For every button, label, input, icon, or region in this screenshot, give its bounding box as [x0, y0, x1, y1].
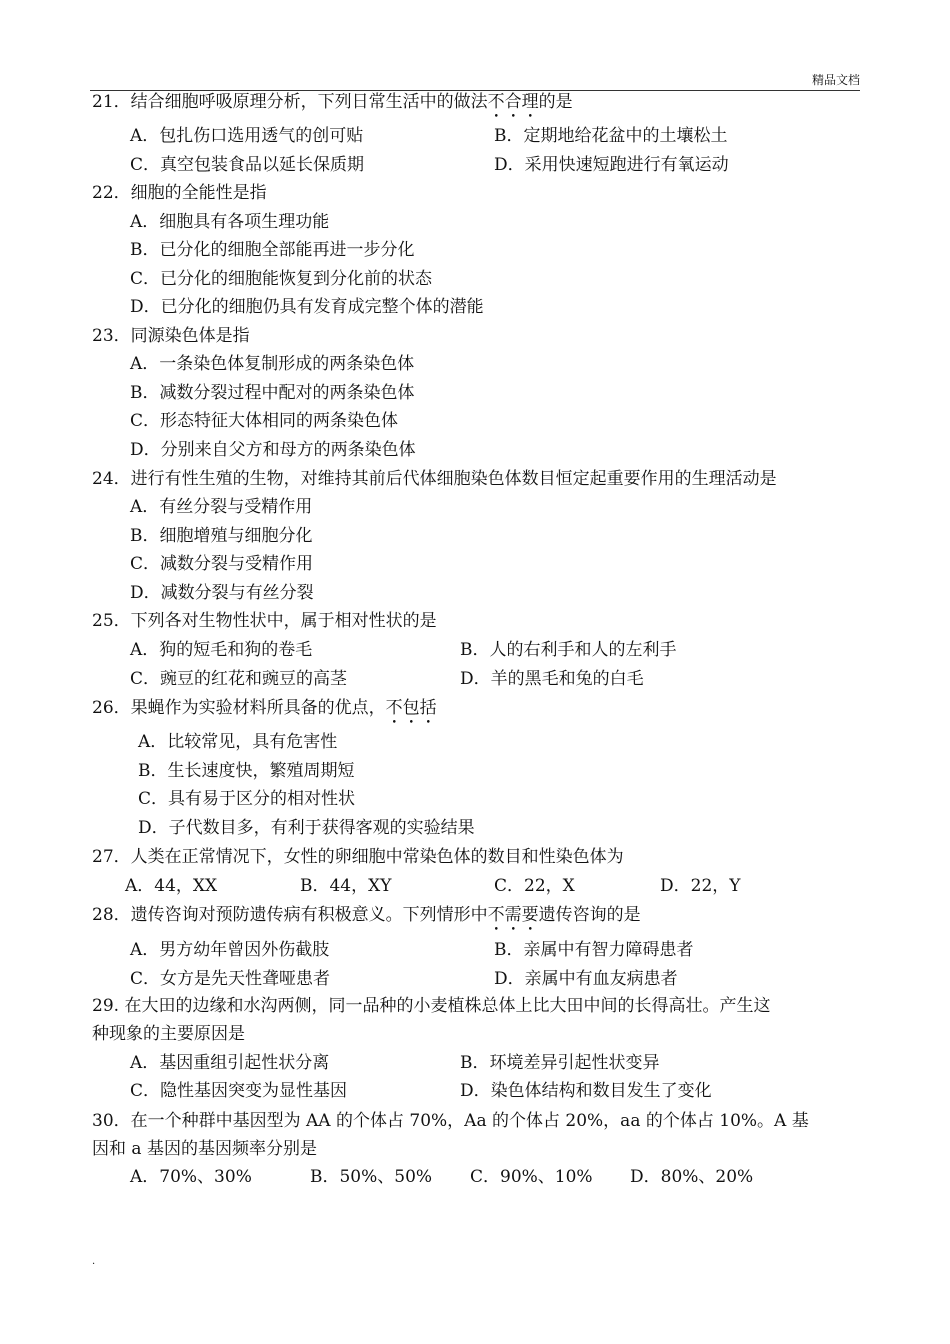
q21-option-a: A．包扎伤口选用透气的创可贴 — [130, 126, 364, 146]
question-23-stem: 23．同源染色体是指 — [92, 326, 250, 346]
q30-option-b: B．50%、50% — [310, 1167, 433, 1187]
q26-option-a: A．比较常见，具有危害性 — [138, 732, 338, 752]
footer-mark: . — [92, 1256, 96, 1267]
question-29-stem-line1: 29. 在大田的边缘和水沟两侧，同一品种的小麦植株总体上比大田中间的长得高壮。产生这 — [92, 996, 771, 1016]
q29-option-a: A．基因重组引起性状分离 — [130, 1053, 330, 1073]
q21-option-c: C．真空包装食品以延长保质期 — [130, 155, 365, 175]
emphasis-text: 不需要 — [487, 905, 539, 925]
q28-option-a: A．男方幼年曾因外伤截肢 — [130, 940, 330, 960]
q23-option-b: B．减数分裂过程中配对的两条染色体 — [130, 383, 415, 403]
q27-option-a: A．44，XX — [125, 876, 218, 896]
question-26-stem: 26．果蝇作为实验材料所具备的优点，不包括 — [92, 698, 437, 718]
page-header — [90, 72, 860, 91]
question-22-stem: 22．细胞的全能性是指 — [92, 183, 267, 203]
q26-option-b: B．生长速度快，繁殖周期短 — [138, 761, 355, 781]
q26-option-c: C．具有易于区分的相对性状 — [138, 789, 356, 809]
question-30-stem-line1: 30．在一个种群中基因型为 AA 的个体占 70%，Aa 的个体占 20%，aa 的个体占 10%。A 基 — [92, 1111, 809, 1131]
q28-option-b: B．亲属中有智力障碍患者 — [494, 940, 694, 960]
question-21-stem: 21．结合细胞呼吸原理分析，下列日常生活中的做法不合理的是 — [92, 92, 573, 112]
q23-option-d: D．分别来自父方和母方的两条染色体 — [130, 440, 416, 460]
q30-option-a: A．70%、30% — [130, 1167, 252, 1187]
q27-option-d: D．22，Y — [660, 876, 741, 896]
q30-option-c: C．90%、10% — [470, 1167, 593, 1187]
emphasis-text: 不合理 — [487, 92, 539, 112]
question-30-stem-line2: 因和 a 基因的基因频率分别是 — [92, 1139, 317, 1159]
q23-option-a: A．一条染色体复制形成的两条染色体 — [130, 354, 415, 374]
question-27-stem: 27．人类在正常情况下，女性的卵细胞中常染色体的数目和性染色体为 — [92, 847, 624, 867]
q28-option-c: C．女方是先天性聋哑患者 — [130, 969, 331, 989]
q24-option-d: D．减数分裂与有丝分裂 — [130, 583, 314, 603]
question-25-stem: 25．下列各对生物性状中，属于相对性状的是 — [92, 611, 437, 631]
q25-option-b: B．人的右利手和人的左利手 — [460, 640, 677, 660]
q27-option-b: B．44，XY — [300, 876, 392, 896]
q22-option-b: B．已分化的细胞全部能再进一步分化 — [130, 240, 415, 260]
q24-option-b: B．细胞增殖与细胞分化 — [130, 526, 313, 546]
q26-option-d: D．子代数目多，有利于获得客观的实验结果 — [138, 818, 475, 838]
q29-option-d: D．染色体结构和数目发生了变化 — [460, 1081, 712, 1101]
q24-option-c: C．减数分裂与受精作用 — [130, 554, 314, 574]
q25-option-a: A．狗的短毛和狗的卷毛 — [130, 640, 313, 660]
q30-option-d: D．80%、20% — [630, 1167, 754, 1187]
q29-option-c: C．隐性基因突变为显性基因 — [130, 1081, 348, 1101]
q22-option-a: A．细胞具有各项生理功能 — [130, 212, 330, 232]
q25-option-c: C．豌豆的红花和豌豆的高茎 — [130, 669, 348, 689]
q24-option-a: A．有丝分裂与受精作用 — [130, 497, 313, 517]
header-label: 精品文档 — [811, 73, 860, 87]
q21-option-b: B．定期地给花盆中的土壤松土 — [494, 126, 728, 146]
q25-option-d: D．羊的黑毛和兔的白毛 — [460, 669, 644, 689]
q22-option-d: D．已分化的细胞仍具有发育成完整个体的潜能 — [130, 297, 484, 317]
question-24-stem: 24．进行有性生殖的生物，对维持其前后代体细胞染色体数目恒定起重要作用的生理活动是 — [92, 469, 777, 489]
q23-option-c: C．形态特征大体相同的两条染色体 — [130, 411, 399, 431]
q27-option-c: C．22，X — [494, 876, 575, 896]
question-28-stem: 28．遗传咨询对预防遗传病有积极意义。下列情形中不需要遗传咨询的是 — [92, 905, 641, 925]
q21-option-d: D．采用快速短跑进行有氧运动 — [494, 155, 729, 175]
q22-option-c: C．已分化的细胞能恢复到分化前的状态 — [130, 269, 433, 289]
q29-option-b: B．环境差异引起性状变异 — [460, 1053, 660, 1073]
q28-option-d: D．亲属中有血友病患者 — [494, 969, 678, 989]
emphasis-text: 不包括 — [385, 698, 437, 718]
question-29-stem-line2: 种现象的主要原因是 — [92, 1024, 245, 1044]
